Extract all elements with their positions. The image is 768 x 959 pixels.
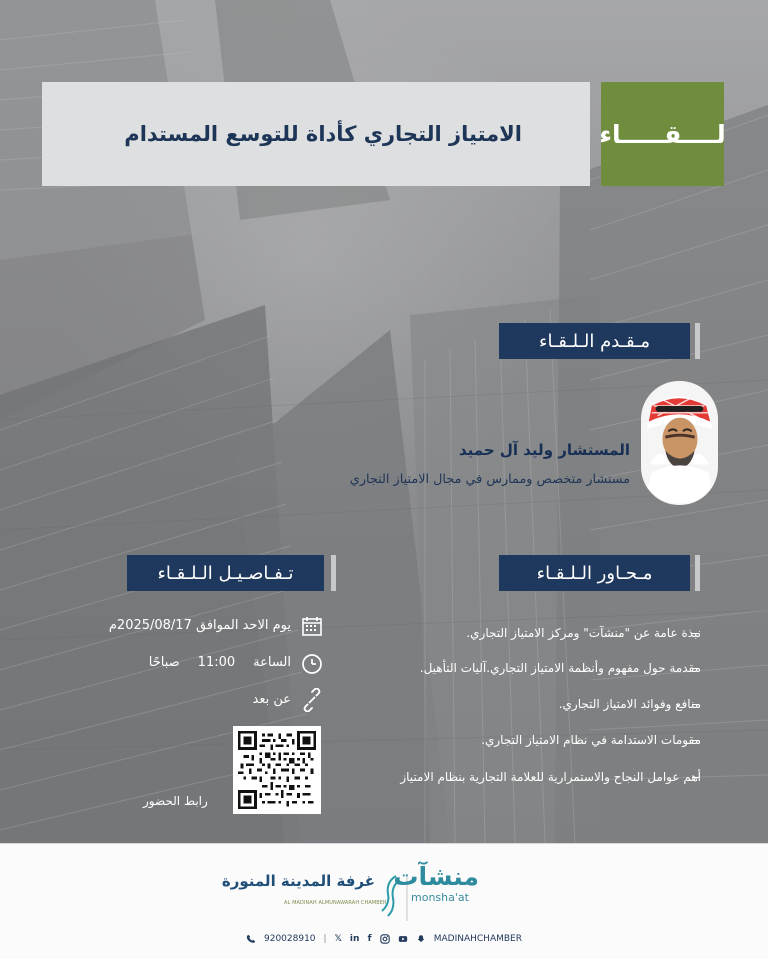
event-time-value: 11:00	[197, 655, 236, 670]
topic-item: منافع وفوائد الامتياز التجاري.	[558, 697, 701, 711]
speaker-photo	[641, 381, 718, 505]
monshaat-logo-english: monsha'at	[411, 891, 469, 904]
clock-icon	[300, 652, 324, 676]
topics-section-accent	[695, 555, 700, 591]
event-time	[149, 655, 291, 670]
topic-item: نبذة عامة عن "منشآت" ومركز الامتياز التجاري.	[466, 626, 701, 640]
details-section-accent	[331, 555, 336, 591]
facebook-icon[interactable]: f	[367, 933, 372, 944]
x-icon[interactable]: 𝕏	[334, 933, 342, 944]
event-tag-label: لــــقـــــاء	[599, 119, 726, 149]
topics-section-title: مـحـاور الـلـقـاء	[499, 555, 690, 591]
link-icon	[300, 688, 324, 712]
presenter-section-title: مـقـدم الـلـقـاء	[499, 323, 690, 359]
registration-label: رابط الحضور	[143, 794, 208, 808]
details-section-title: تـفـاصـيـل الـلـقـاء	[127, 555, 324, 591]
topic-item: مقومات الاستدامة في نظام الامتياز التجاري.	[481, 733, 701, 747]
chamber-logo-arabic: غرفة المدينة المنورة	[221, 872, 375, 890]
event-date: يوم الاحد الموافق 2025/08/17م	[108, 618, 291, 633]
topic-item: مقدمة حول مفهوم وأنظمة الامتياز التجاري.آليات التأهيل.	[419, 661, 701, 675]
instagram-icon[interactable]	[380, 934, 390, 945]
event-title: الامتياز التجاري كأداة للتوسع المستدام	[124, 122, 522, 146]
calendar-icon	[300, 614, 324, 638]
speaker-name: المستشار وليد آل حميد	[459, 441, 630, 459]
title-banner	[42, 82, 590, 186]
footer-phone[interactable]: 920028910	[264, 934, 316, 944]
footer-handle[interactable]: MADINAHCHAMBER	[433, 934, 522, 944]
footer	[0, 843, 768, 959]
youtube-icon[interactable]	[398, 934, 408, 945]
speaker-role: مستشار متخصص وممارس في مجال الامتياز التجاري	[349, 472, 630, 487]
linkedin-icon[interactable]: in	[349, 933, 360, 944]
footer-separator: |	[323, 934, 327, 944]
event-time-suffix: صباحًا	[148, 655, 180, 670]
chamber-logo-english: AL MADINAH ALMUNAWARAH CHAMBER	[284, 900, 387, 906]
topic-item: أهم عوامل النجاح والاستمرارية للعلامة التجارية بنظام الامتياز	[400, 770, 701, 784]
phone-icon	[246, 934, 256, 945]
event-mode: عن بعد	[252, 692, 291, 707]
monshaat-logo-arabic: منشآت	[393, 862, 479, 891]
event-tag	[601, 82, 724, 186]
event-time-prefix: الساعة	[253, 655, 291, 670]
snapchat-icon[interactable]	[416, 934, 426, 945]
presenter-section-accent	[695, 323, 700, 359]
registration-qr-code[interactable]	[233, 726, 321, 814]
footer-contact-row	[246, 933, 522, 945]
